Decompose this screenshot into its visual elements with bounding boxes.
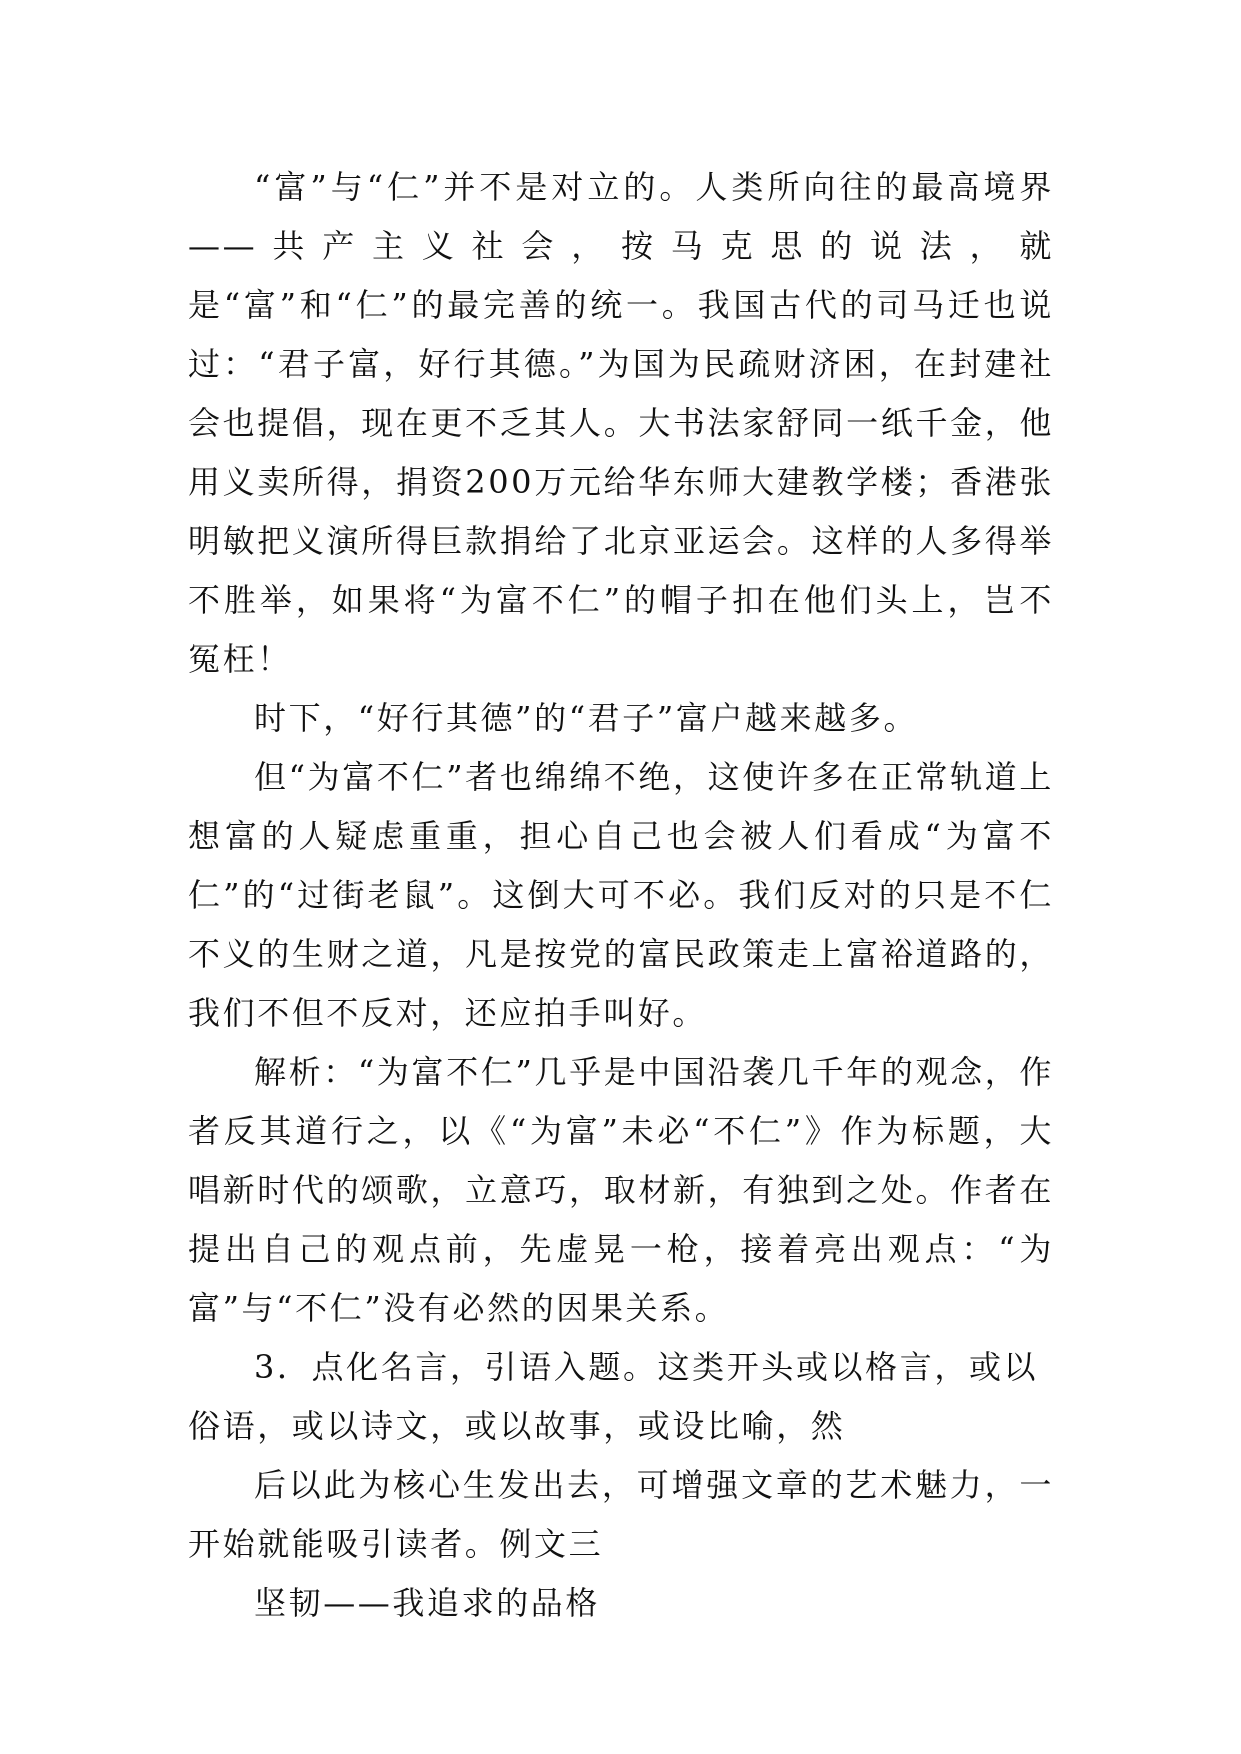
paragraph-junzi-fuhu: 时下，“好行其德”的“君子”富户越来越多。 xyxy=(254,699,919,737)
paragraph-analysis: 解析：“为富不仁”几乎是中国沿袭几千年的观念，作者反其道行之，以《“为富”未必“不仁”》作为标题，大唱新时代的颂歌，立意巧，取材新，有独到之处。作者在提出自己的观点前，先虚晃一枪，接着亮出观点：“为富”与“不仁”没有必然的因果关系。 xyxy=(188,1053,1054,1327)
paragraph-method-3-continued: 后以此为核心生发出去，可增强文章的艺术魅力，一开始就能吸引读者。例文三 xyxy=(188,1466,1054,1563)
example-title: 坚韧——我追求的品格 xyxy=(254,1584,601,1622)
paragraph-method-3: 3．点化名言，引语入题。这类开头或以格言，或以俗语，或以诗文，或以故事，或设比喻，然 xyxy=(188,1348,1039,1445)
paragraph-weifu-buren: 但“为富不仁”者也绵绵不绝，这使许多在正常轨道上想富的人疑虑重重，担心自己也会被人们看成“为富不仁”的“过街老鼠”。这倒大可不必。我们反对的只是不仁不义的生财之道，凡是按党的富民政策走上富裕道路的，我们不但不反对，还应拍手叫好。 xyxy=(188,758,1054,1032)
document-body xyxy=(188,158,1054,1633)
paragraph-fu-yu-ren: “富”与“仁”并不是对立的。人类所向往的最高境界——共产主义社会，按马克思的说法，就是“富”和“仁”的最完善的统一。我国古代的司马迁也说过：“君子富，好行其德。”为国为民疏财济困，在封建社会也提倡，现在更不乏其人。大书法家舒同一纸千金，他用义卖所得，捐资200万元给华东师大建教学楼；香港张明敏把义演所得巨款捐给了北京亚运会。这样的人多得举不胜举，如果将“为富不仁”的帽子扣在他们头上，岂不冤枉！ xyxy=(188,168,1054,678)
